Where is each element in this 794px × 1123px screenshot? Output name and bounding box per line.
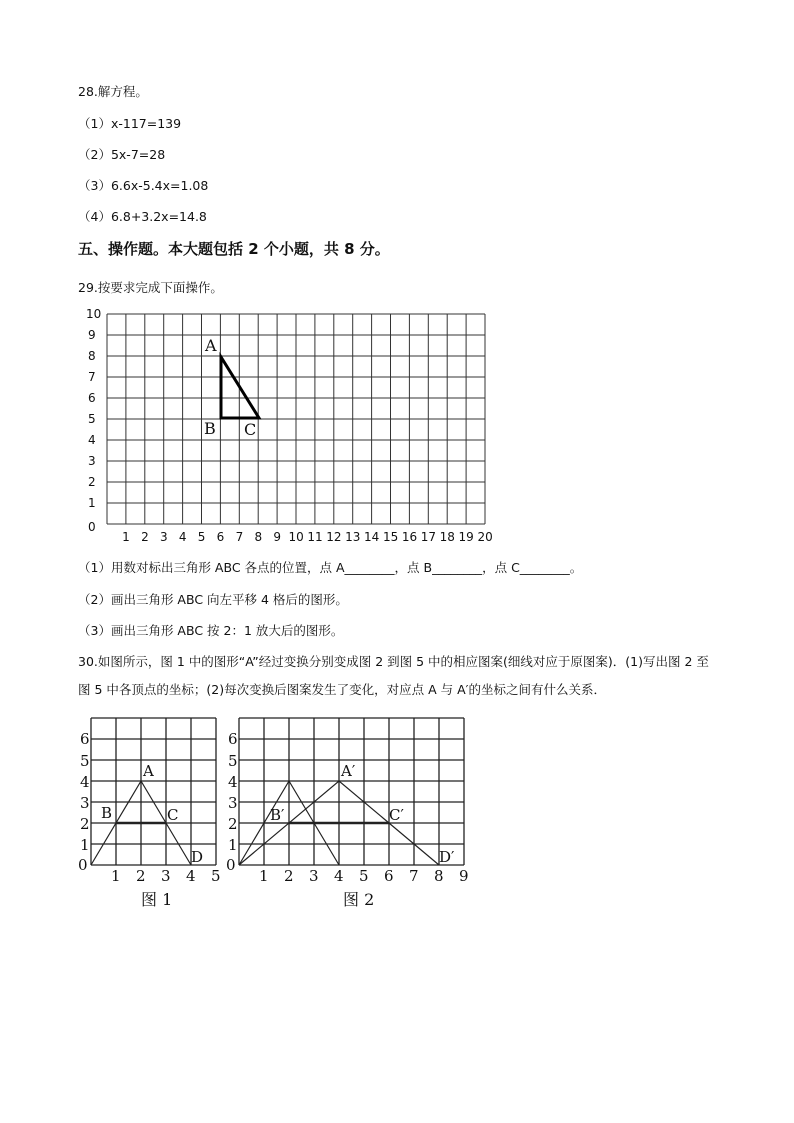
fig1-x1: 1: [111, 867, 121, 885]
q28-item-1: （1）x-117=139: [78, 116, 182, 131]
q29-item-3: （3）画出三角形 ABC 按 2：1 放大后的图形。: [78, 623, 344, 638]
fig1-caption: 图 1: [141, 890, 173, 909]
x-label-4: 4: [178, 530, 187, 544]
x-label-11: 11: [307, 530, 323, 544]
x-label-10: 10: [288, 530, 304, 544]
fig2-y4: 4: [228, 773, 238, 791]
y-label-8: 8: [88, 349, 96, 363]
q28-item-4: （4）6.8+3.2x=14.8: [78, 209, 207, 224]
fig2-point-a: A′: [341, 762, 356, 780]
section-5-heading: 五、操作题。本大题包括 2 个小题，共 8 分。: [78, 240, 390, 258]
y-label-6: 6: [88, 391, 96, 405]
fig1-x3: 3: [161, 867, 171, 885]
fig2-point-b: B′: [270, 806, 285, 824]
x-label-7: 7: [235, 530, 244, 544]
y-label-4: 4: [88, 433, 96, 447]
y-label-5: 5: [88, 412, 96, 426]
y-label-10: 10: [86, 307, 102, 321]
fig2-origin: 0: [226, 856, 236, 874]
y-label-1: 1: [88, 496, 96, 510]
point-a-label: A: [205, 336, 217, 355]
fig1-origin: 0: [78, 856, 88, 874]
fig1-x4: 4: [186, 867, 196, 885]
x-label-19: 19: [458, 530, 474, 544]
x-label-16: 16: [401, 530, 418, 544]
fig1-y4: 4: [80, 773, 90, 791]
fig2-point-d: D′: [439, 848, 455, 866]
fig1-x5: 5: [211, 867, 221, 885]
fig2-x3: 3: [309, 867, 319, 885]
fig1-y6: 6: [80, 730, 90, 748]
y-label-3: 3: [88, 454, 96, 468]
fig1-y3: 3: [80, 794, 90, 812]
fig2-point-c: C′: [389, 806, 404, 824]
x-label-15: 15: [382, 530, 399, 544]
fig1-point-d: D: [191, 848, 204, 866]
fig1-point-c: C: [167, 806, 179, 824]
fig2-y5: 5: [228, 752, 238, 770]
x-label-13: 13: [345, 530, 361, 544]
q30-text: 30.如图所示，图 1 中的图形“A”经过变换分别变成图 2 到图 5 中的相应图案(细线对应于原图案)．(1)写出图 2 至图 5 中各顶点的坐标；(2)每次变换后图案发生了变化，对应点 A 与 A′的坐标之间有什么关系．: [78, 654, 709, 697]
x-label-18: 18: [439, 530, 455, 544]
x-label-5: 5: [197, 530, 206, 544]
q29-title: 29.按要求完成下面操作。: [78, 280, 223, 295]
x-label-17: 17: [420, 530, 437, 544]
y-label-7: 7: [88, 370, 96, 384]
fig2-x8: 8: [434, 867, 444, 885]
fig1-y1: 1: [80, 836, 90, 854]
fig2-y2: 2: [228, 815, 238, 833]
fig2-x4: 4: [334, 867, 344, 885]
fig1-point-a: A: [143, 762, 154, 780]
point-b-label: B: [204, 419, 216, 438]
fig1-x2: 2: [136, 867, 146, 885]
q28-item-2: （2）5x-7=28: [78, 147, 166, 162]
fig2-x6: 6: [384, 867, 394, 885]
fig1-point-b: B: [101, 804, 113, 822]
y-label-2: 2: [88, 475, 96, 489]
q28-title: 28.解方程。: [78, 84, 148, 99]
x-label-6: 6: [216, 530, 225, 544]
fig1-y5: 5: [80, 752, 90, 770]
x-label-8: 8: [254, 530, 263, 544]
fig2-x7: 7: [409, 867, 419, 885]
fig2-caption: 图 2: [343, 890, 375, 909]
fig2-y6: 6: [228, 730, 238, 748]
q29-item-1: （1）用数对标出三角形 ABC 各点的位置，点 A________，点 B________，点 C________。: [78, 560, 583, 575]
x-label-12: 12: [326, 530, 342, 544]
y-label-9: 9: [88, 328, 96, 342]
x-label-2: 2: [141, 530, 149, 544]
x-label-20: 20: [477, 530, 493, 544]
fig2-x1: 1: [259, 867, 269, 885]
q29-item-2: （2）画出三角形 ABC 向左平移 4 格后的图形。: [78, 592, 348, 607]
q28-item-3: （3）6.6x-5.4x=1.08: [78, 178, 209, 193]
x-label-14: 14: [364, 530, 380, 544]
fig2-y1: 1: [228, 836, 238, 854]
x-label-1: 1: [122, 530, 130, 544]
point-c-label: C: [244, 420, 257, 439]
x-label-9: 9: [273, 530, 282, 544]
fig2-x5: 5: [359, 867, 369, 885]
fig1-y2: 2: [80, 815, 90, 833]
fig2-x9: 9: [459, 867, 469, 885]
y-label-0: 0: [88, 520, 96, 534]
x-label-3: 3: [159, 530, 168, 544]
fig2-y3: 3: [228, 794, 238, 812]
fig2-x2: 2: [284, 867, 294, 885]
